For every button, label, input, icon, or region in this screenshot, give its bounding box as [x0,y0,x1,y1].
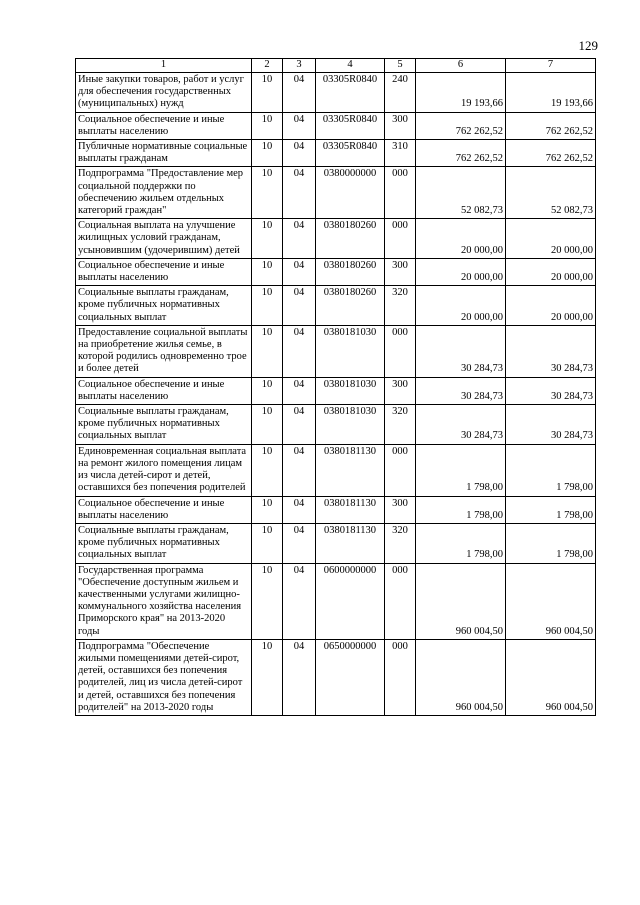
table-row [76,140,596,167]
row-target-code-cell: 0380181130 [316,496,385,523]
table-row [76,496,596,523]
row-expense-type-cell: 300 [385,258,416,285]
table-row [76,258,596,285]
table-row [76,523,596,563]
row-section-cell: 10 [252,140,283,167]
row-amount-1-cell: 762 262,52 [416,140,506,167]
table-row [76,167,596,219]
row-amount-2-cell: 30 284,73 [506,377,596,404]
table-row [76,73,596,113]
row-amount-2-cell: 762 262,52 [506,140,596,167]
row-expense-type-cell: 300 [385,496,416,523]
row-amount-2-cell: 30 284,73 [506,405,596,445]
header-cell: 4 [316,59,385,73]
row-target-code-cell: 0600000000 [316,563,385,639]
row-name-cell: Единовременная социальная выплата на ремонт жилого помещения лицам из числа детей-сирот и детей, оставшихся без попечения родителей [76,444,252,496]
row-target-code-cell: 0380181030 [316,325,385,377]
header-row [76,59,596,73]
row-expense-type-cell: 300 [385,112,416,139]
table-row [76,563,596,639]
row-section-cell: 10 [252,325,283,377]
row-subsection-cell: 04 [283,140,316,167]
row-amount-1-cell: 30 284,73 [416,405,506,445]
row-amount-2-cell: 30 284,73 [506,325,596,377]
table-row [76,325,596,377]
row-section-cell: 10 [252,523,283,563]
row-name-cell: Социальные выплаты гражданам, кроме публичных нормативных социальных выплат [76,286,252,326]
row-amount-2-cell: 20 000,00 [506,219,596,259]
row-section-cell: 10 [252,286,283,326]
table-row [76,377,596,404]
row-name-cell: Социальное обеспечение и иные выплаты населению [76,496,252,523]
row-target-code-cell: 0380181030 [316,405,385,445]
row-target-code-cell: 0650000000 [316,639,385,715]
row-amount-1-cell: 960 004,50 [416,563,506,639]
row-subsection-cell: 04 [283,112,316,139]
row-name-cell: Предоставление социальной выплаты на приобретение жилья семье, в которой родились одновременно трое и более детей [76,325,252,377]
row-section-cell: 10 [252,405,283,445]
row-amount-1-cell: 960 004,50 [416,639,506,715]
row-expense-type-cell: 000 [385,325,416,377]
row-amount-2-cell: 19 193,66 [506,73,596,113]
row-section-cell: 10 [252,112,283,139]
header-cell: 5 [385,59,416,73]
row-name-cell: Подпрограмма "Обеспечение жилыми помещениями детей-сирот, детей, оставшихся без попечения родителей, лиц из числа детей-сирот и детей, оставшихся без попечения родителей" на 2013-2020 годы [76,639,252,715]
row-subsection-cell: 04 [283,405,316,445]
row-name-cell: Социальная выплата на улучшение жилищных условий гражданам, усыновившим (удочерившим) детей [76,219,252,259]
header-cell: 1 [76,59,252,73]
row-subsection-cell: 04 [283,258,316,285]
table-row [76,219,596,259]
row-amount-1-cell: 19 193,66 [416,73,506,113]
table-row [76,286,596,326]
row-expense-type-cell: 000 [385,167,416,219]
row-target-code-cell: 0380181130 [316,523,385,563]
row-target-code-cell: 0380181030 [316,377,385,404]
row-section-cell: 10 [252,73,283,113]
row-amount-1-cell: 762 262,52 [416,112,506,139]
row-amount-1-cell: 30 284,73 [416,377,506,404]
row-section-cell: 10 [252,639,283,715]
row-target-code-cell: 03305R0840 [316,140,385,167]
row-amount-2-cell: 1 798,00 [506,496,596,523]
row-subsection-cell: 04 [283,377,316,404]
table-row [76,112,596,139]
row-name-cell: Иные закупки товаров, работ и услуг для обеспечения государственных (муниципальных) нужд [76,73,252,113]
row-expense-type-cell: 000 [385,639,416,715]
row-expense-type-cell: 000 [385,563,416,639]
row-amount-1-cell: 20 000,00 [416,258,506,285]
row-section-cell: 10 [252,377,283,404]
row-section-cell: 10 [252,496,283,523]
row-amount-2-cell: 960 004,50 [506,563,596,639]
row-section-cell: 10 [252,563,283,639]
header-cell: 2 [252,59,283,73]
header-cell: 6 [416,59,506,73]
row-amount-2-cell: 1 798,00 [506,523,596,563]
row-amount-2-cell: 1 798,00 [506,444,596,496]
table-row [76,444,596,496]
row-amount-1-cell: 52 082,73 [416,167,506,219]
row-expense-type-cell: 310 [385,140,416,167]
row-amount-1-cell: 20 000,00 [416,286,506,326]
row-section-cell: 10 [252,167,283,219]
row-subsection-cell: 04 [283,325,316,377]
row-section-cell: 10 [252,444,283,496]
row-name-cell: Социальные выплаты гражданам, кроме публичных нормативных социальных выплат [76,405,252,445]
row-name-cell: Социальные выплаты гражданам, кроме публичных нормативных социальных выплат [76,523,252,563]
row-amount-1-cell: 30 284,73 [416,325,506,377]
row-name-cell: Государственная программа "Обеспечение доступным жильем и качественными услугами жилищно-коммунального хозяйства населения Приморского края" на 2013-2020 годы [76,563,252,639]
row-subsection-cell: 04 [283,523,316,563]
row-subsection-cell: 04 [283,167,316,219]
header-cell: 7 [506,59,596,73]
row-subsection-cell: 04 [283,219,316,259]
row-name-cell: Социальное обеспечение и иные выплаты населению [76,258,252,285]
row-section-cell: 10 [252,258,283,285]
row-expense-type-cell: 240 [385,73,416,113]
row-amount-2-cell: 20 000,00 [506,286,596,326]
row-amount-2-cell: 20 000,00 [506,258,596,285]
row-amount-1-cell: 1 798,00 [416,523,506,563]
row-expense-type-cell: 320 [385,405,416,445]
table-row [76,405,596,445]
row-amount-1-cell: 20 000,00 [416,219,506,259]
row-subsection-cell: 04 [283,444,316,496]
row-target-code-cell: 03305R0840 [316,112,385,139]
row-amount-1-cell: 1 798,00 [416,496,506,523]
row-name-cell: Подпрограмма "Предоставление мер социальной поддержки по обеспечению жильем отдельных категорий граждан" [76,167,252,219]
row-target-code-cell: 03305R0840 [316,73,385,113]
row-subsection-cell: 04 [283,563,316,639]
row-name-cell: Публичные нормативные социальные выплаты гражданам [76,140,252,167]
row-expense-type-cell: 320 [385,286,416,326]
row-expense-type-cell: 000 [385,219,416,259]
row-amount-2-cell: 960 004,50 [506,639,596,715]
row-expense-type-cell: 000 [385,444,416,496]
row-target-code-cell: 0380000000 [316,167,385,219]
row-name-cell: Социальное обеспечение и иные выплаты населению [76,112,252,139]
row-subsection-cell: 04 [283,639,316,715]
table-row [76,639,596,715]
row-amount-1-cell: 1 798,00 [416,444,506,496]
row-target-code-cell: 0380181130 [316,444,385,496]
row-name-cell: Социальное обеспечение и иные выплаты населению [76,377,252,404]
row-subsection-cell: 04 [283,496,316,523]
header-cell: 3 [283,59,316,73]
row-expense-type-cell: 320 [385,523,416,563]
page-number: 129 [578,38,598,53]
row-section-cell: 10 [252,219,283,259]
row-subsection-cell: 04 [283,73,316,113]
row-target-code-cell: 0380180260 [316,286,385,326]
row-expense-type-cell: 300 [385,377,416,404]
row-target-code-cell: 0380180260 [316,258,385,285]
row-target-code-cell: 0380180260 [316,219,385,259]
budget-table [75,58,596,716]
row-amount-2-cell: 52 082,73 [506,167,596,219]
row-amount-2-cell: 762 262,52 [506,112,596,139]
row-subsection-cell: 04 [283,286,316,326]
